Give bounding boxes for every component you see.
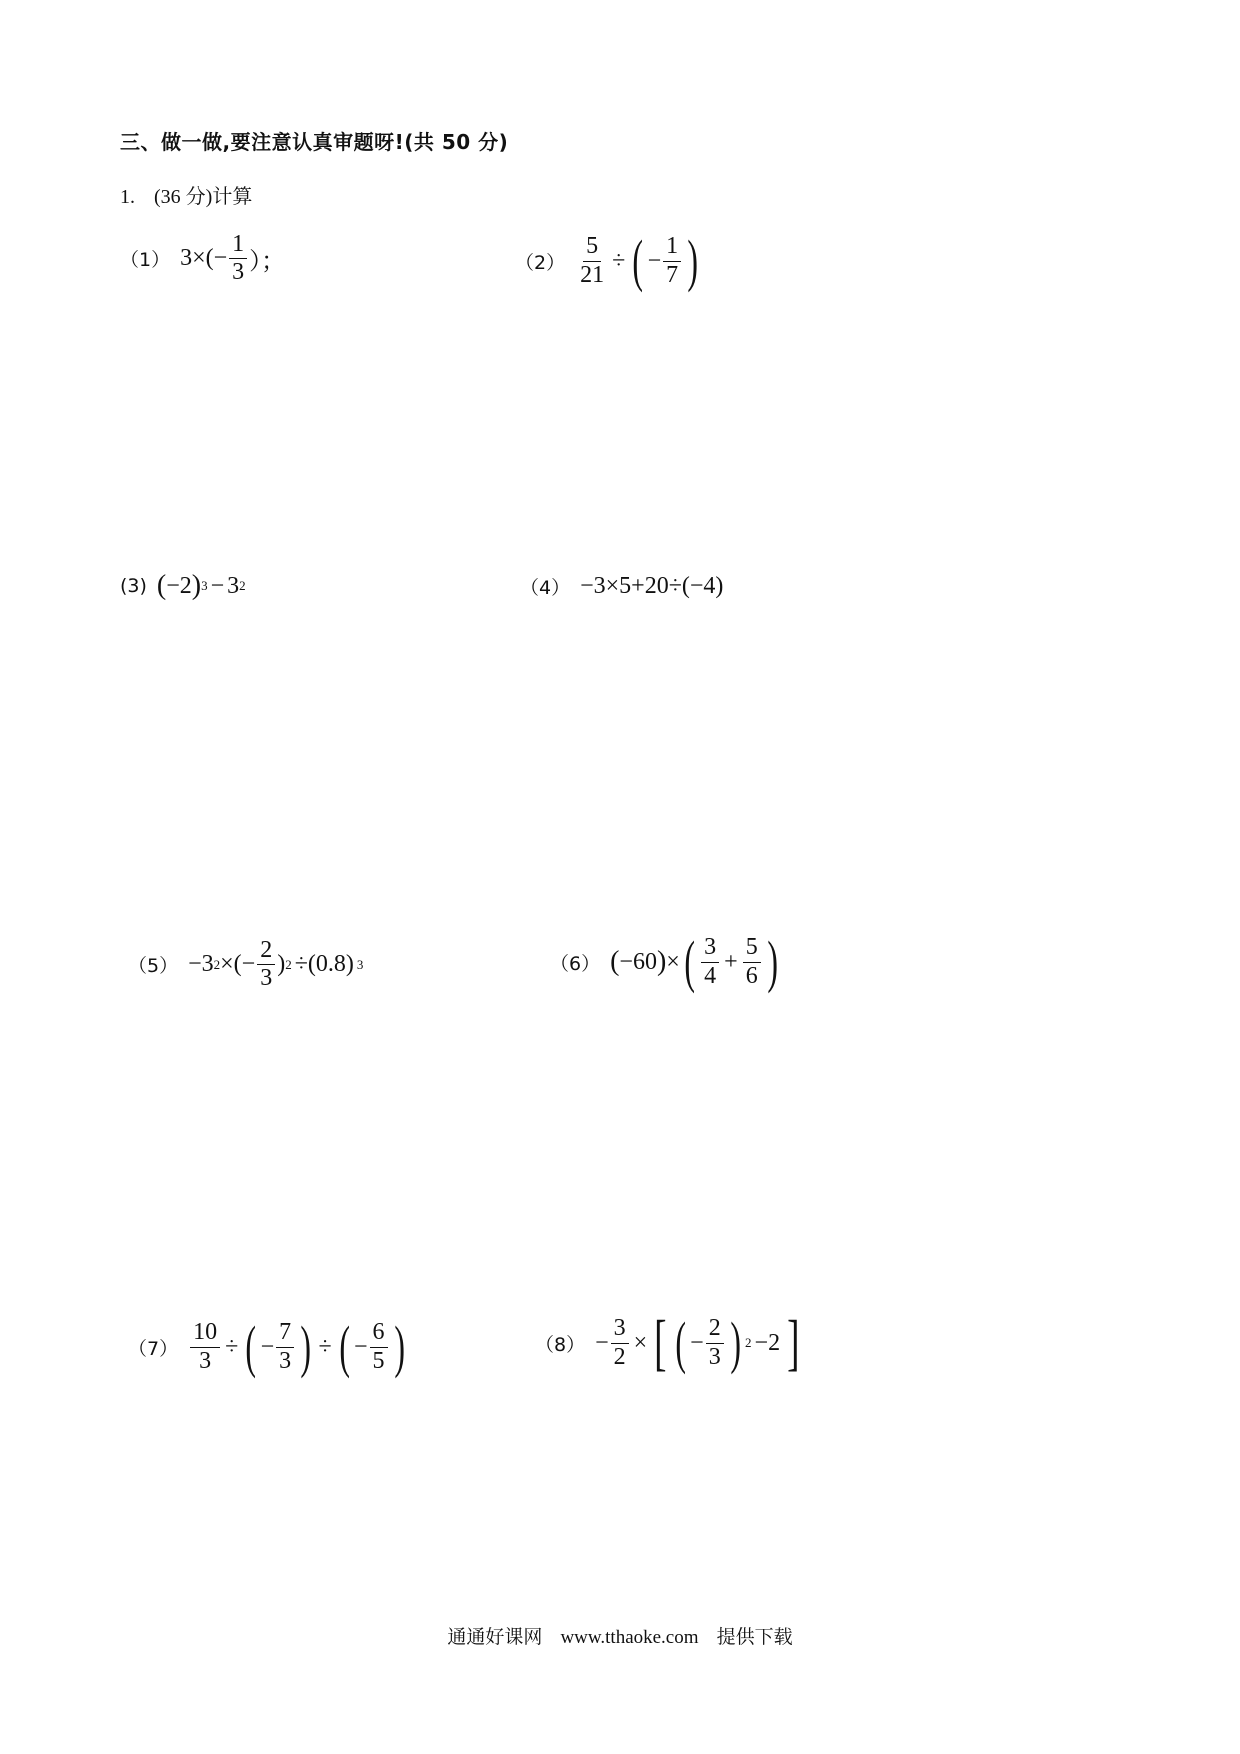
times-sign: ×: [633, 1329, 648, 1356]
exponent: 2: [285, 956, 292, 972]
problem-8-label: （8）: [535, 1333, 586, 1356]
right-paren: ): [687, 228, 699, 293]
question-1-header: [120, 180, 252, 209]
problem-7-expression: [188, 1314, 409, 1379]
exponent: 2: [745, 1335, 752, 1350]
numerator: 2: [706, 1316, 724, 1343]
denominator: 3: [260, 965, 273, 992]
right-paren: ): [656, 946, 667, 977]
expr-text: 3: [227, 572, 240, 599]
footer-url[interactable]: www.tthaoke.com: [560, 1627, 699, 1648]
numerator: 5: [743, 935, 761, 962]
times-sign: ×: [666, 948, 680, 975]
minus-sign: −: [353, 1333, 368, 1360]
expr-text: ×(−: [220, 951, 256, 978]
numerator: 3: [701, 935, 719, 962]
minus-sign: −: [595, 1329, 609, 1356]
problem-2: [515, 228, 702, 293]
left-paren: (: [245, 1314, 257, 1379]
divide-sign: ÷: [612, 247, 626, 274]
plus-sign: +: [724, 948, 738, 975]
numerator: 7: [276, 1320, 294, 1347]
fraction: [257, 938, 275, 991]
right-paren: ): [730, 1310, 741, 1375]
problem-7: [128, 1314, 409, 1379]
exponent: 3: [201, 578, 208, 593]
problem-1-expression: [180, 232, 285, 285]
problem-8: [535, 1309, 804, 1377]
question-points: (36 分): [154, 186, 213, 208]
left-paren: (: [610, 946, 620, 977]
fraction: [611, 1316, 629, 1369]
expr-text: 3×(−: [180, 245, 228, 272]
denominator: 2: [613, 1343, 626, 1370]
right-paren: ): [277, 951, 286, 978]
expr-text: −60: [619, 948, 657, 975]
right-paren: ): [767, 929, 778, 994]
question-number: 1.: [120, 186, 135, 208]
problem-3-label: (3): [120, 575, 147, 597]
denominator: 6: [745, 962, 758, 989]
right-paren: ): [191, 570, 202, 601]
numerator: 1: [663, 234, 681, 261]
problem-7-label: （7）: [128, 1337, 179, 1360]
problem-6: [550, 929, 782, 994]
exponent: 2: [213, 956, 221, 972]
numerator: 3: [611, 1316, 629, 1343]
problem-6-expression: [610, 929, 782, 994]
denominator: 3: [232, 259, 245, 286]
left-bracket: [: [654, 1309, 667, 1377]
exponent: 3: [356, 956, 364, 972]
denominator: 21: [580, 261, 605, 288]
left-paren: (: [632, 228, 644, 293]
numerator: 1: [229, 232, 247, 259]
problem-1-label: （1）: [120, 249, 171, 272]
denominator: 3: [199, 1347, 212, 1374]
fraction: [743, 935, 761, 988]
divide-sign: ÷: [318, 1333, 332, 1360]
problem-4-label: （4）: [520, 577, 571, 599]
denominator: 3: [279, 1347, 292, 1374]
denominator: 5: [372, 1347, 385, 1374]
footer-suffix: 提供下载: [716, 1626, 793, 1648]
problem-3: [120, 570, 246, 602]
fraction: [577, 234, 607, 287]
expr-text: ）；: [249, 249, 286, 276]
left-paren: (: [338, 1314, 350, 1379]
fraction: [229, 232, 247, 285]
question-instruction: 计算: [212, 186, 253, 208]
expr-text: −2: [754, 1329, 781, 1356]
fraction: [663, 234, 681, 287]
minus-sign: −: [690, 1329, 704, 1356]
problem-3-expression: [157, 570, 246, 602]
fraction: [701, 935, 719, 988]
expr-text: −3: [188, 951, 214, 978]
fraction: [370, 1320, 388, 1373]
numerator: 2: [257, 938, 275, 965]
problem-2-expression: [575, 228, 702, 293]
right-paren: ): [393, 1314, 405, 1379]
page-footer: [0, 1622, 1240, 1649]
fraction: [190, 1320, 220, 1373]
minus-sign: −: [260, 1333, 275, 1360]
divide-sign: ÷: [225, 1333, 239, 1360]
fraction: [276, 1320, 294, 1373]
left-paren: (: [675, 1310, 686, 1375]
numerator: 10: [190, 1320, 220, 1347]
fraction: [706, 1316, 724, 1369]
numerator: 5: [583, 234, 601, 261]
problem-1: [120, 232, 285, 285]
problem-5-expression: [188, 938, 363, 991]
right-bracket: ]: [787, 1309, 800, 1377]
problem-4: [520, 573, 723, 600]
denominator: 7: [666, 261, 679, 288]
numerator: 6: [370, 1320, 388, 1347]
exponent: 2: [239, 578, 246, 593]
left-paren: (: [684, 929, 695, 994]
denominator: 3: [708, 1343, 721, 1370]
section-title: 三、做一做,要注意认真审题呀!(共 50 分): [120, 130, 509, 154]
denominator: 4: [704, 962, 717, 989]
problem-5: [128, 938, 363, 991]
right-paren: ): [300, 1314, 312, 1379]
left-paren: (: [156, 570, 167, 601]
problem-8-expression: [595, 1309, 804, 1377]
minus-sign: −: [647, 247, 662, 274]
problem-6-label: （6）: [550, 952, 601, 975]
expr-text: −2: [166, 572, 192, 599]
minus-sign: −: [210, 572, 225, 599]
problem-4-expression: −3×5+20÷(−4): [580, 573, 724, 599]
problem-2-label: （2）: [515, 251, 566, 274]
expr-text: ÷(0.8): [294, 951, 354, 978]
problem-5-label: （5）: [128, 955, 179, 978]
footer-site-name: 通通好课网: [447, 1626, 543, 1648]
